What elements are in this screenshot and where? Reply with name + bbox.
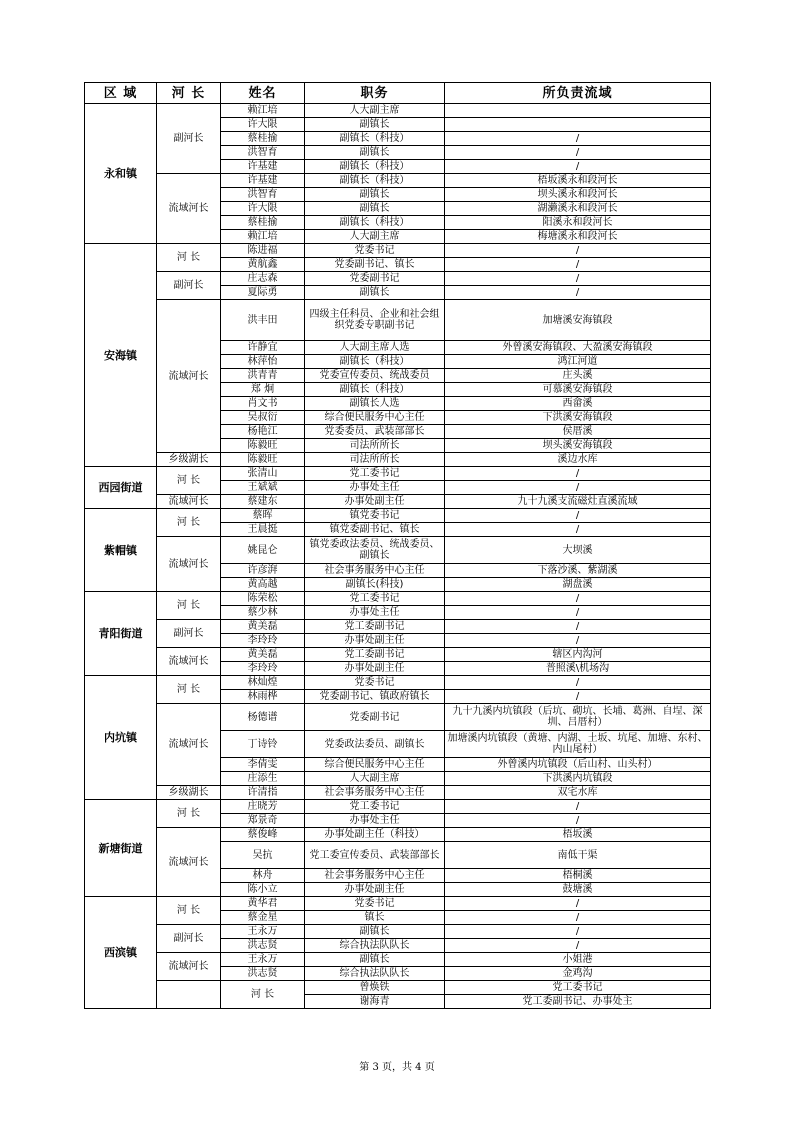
watershed-cell: 大坝溪 [445,537,711,564]
chief-type-cell: 副河长 [157,620,221,648]
chief-type-cell: 流域河长 [157,537,221,592]
watershed-cell: 九十九溪支流磁灶直溪流域 [445,495,711,509]
region-cell: 紫帽镇 [85,509,157,592]
position-cell: 办事处副主任 [305,495,445,509]
chief-type-cell: 河 长 [157,897,221,925]
position-cell: 党委副书记 [305,704,445,731]
name-cell: 王晨挺 [221,523,305,537]
chief-type-cell: 河 长 [157,244,221,272]
position-cell: 党委政法委员、副镇长 [305,731,445,758]
name-cell: 许静宜 [221,341,305,355]
table-row [85,676,711,690]
name-cell: 吴叔衍 [221,411,305,425]
name-cell: 陈毅旺 [221,439,305,453]
chief-type-cell: 流域河长 [157,300,221,453]
chief-type-cell: 河 长 [157,800,221,828]
name-cell: 许彦湃 [221,564,305,578]
watershed-cell: 湖濑溪永和段河长 [445,202,711,216]
watershed-cell: 梅塘溪永和段河长 [445,230,711,244]
chief-type-cell: 流域河长 [157,704,221,786]
table-row [85,648,711,662]
table-row [85,800,711,814]
name-cell: 庄晓芳 [221,800,305,814]
watershed-cell: / [445,523,711,537]
chief-type-cell: 乡级湖长 [157,453,221,467]
name-cell: 杨德谱 [221,704,305,731]
chief-type-cell: 河 长 [157,676,221,704]
watershed-cell: 九十九溪内坑镇段（后坑、砌坑、长埔、葛洲、自埕、深圳、吕厝村） [445,704,711,731]
watershed-cell: 加塘溪安海镇段 [445,300,711,341]
name-cell: 陈进福 [221,244,305,258]
region-cell: 西园街道 [85,467,157,509]
watershed-cell: 加塘溪内坑镇段（黄塘、内湖、土坂、坑尾、加塘、东村、内山尾村） [445,731,711,758]
name-cell: 蔡建东 [221,495,305,509]
name-cell: 谢海青 [305,995,445,1009]
header-name: 姓名 [221,83,305,104]
watershed-cell: / [445,800,711,814]
watershed-cell [445,104,711,118]
watershed-cell: / [445,634,711,648]
header-chief-type: 河 长 [157,83,221,104]
name-cell: 黄航鑫 [221,258,305,272]
watershed-cell: 南低干渠 [445,842,711,869]
watershed-cell: / [445,676,711,690]
name-cell: 曾焕铁 [305,981,445,995]
position-cell: 副镇长 [305,188,445,202]
position-cell: 社会事务服务中心主任 [305,786,445,800]
position-cell: 党工委书记 [305,800,445,814]
position-cell: 副镇长（科技） [305,383,445,397]
position-cell: 党工委副书记 [305,648,445,662]
name-cell: 洪志贤 [221,939,305,953]
name-cell: 蔡俊峰 [221,828,305,842]
position-cell: 办事处主任 [305,481,445,495]
position-cell: 镇党委副书记、镇长 [305,523,445,537]
table-row [85,620,711,634]
table-row [85,174,711,188]
position-cell: 党工委书记 [445,981,711,995]
name-cell: 许基建 [221,160,305,174]
position-cell: 党工委副书记、办事处主 [445,995,711,1009]
position-cell: 人大副主席 [305,230,445,244]
name-cell: 许基建 [221,174,305,188]
name-cell: 洪智育 [221,146,305,160]
table-row [85,495,711,509]
watershed-cell: 下洪溪安海镇段 [445,411,711,425]
position-cell: 党委副书记 [305,272,445,286]
chief-type-cell: 流域河长 [157,495,221,509]
chief-type-cell: 副河长 [157,925,221,953]
position-cell: 党委委员、武装部部长 [305,425,445,439]
position-cell: 四级主任科员、企业和社会组织党委专职副书记 [305,300,445,341]
watershed-cell: 西畲溪 [445,397,711,411]
table-row [85,453,711,467]
position-cell: 党工委宣传委员、武装部部长 [305,842,445,869]
position-cell: 人大副主席人选 [305,341,445,355]
name-cell: 蔡金星 [221,911,305,925]
position-cell: 副镇长 [305,286,445,300]
watershed-cell: / [445,160,711,174]
position-cell: 办事处副主任 [305,662,445,676]
chief-type-cell: 副河长 [157,104,221,174]
watershed-cell: 梧坂溪 [445,828,711,842]
chief-type-cell: 流域河长 [157,648,221,676]
name-cell: 姚昆仑 [221,537,305,564]
region-cell: 新塘街道 [85,800,157,897]
name-cell: 陈荣松 [221,592,305,606]
header-position: 职务 [305,83,445,104]
name-cell: 庄志森 [221,272,305,286]
name-cell: 黄美磊 [221,648,305,662]
watershed-cell: 梧桐溪 [445,869,711,883]
watershed-cell: / [445,132,711,146]
name-cell: 李倩雯 [221,758,305,772]
watershed-cell: / [445,467,711,481]
chief-type-cell: 河 长 [157,509,221,537]
name-cell: 吴抗 [221,842,305,869]
region-cell: 青阳街道 [85,592,157,676]
page-footer: 第 3 页，共 4 页 [359,1062,435,1073]
position-cell: 综合便民服务中心主任 [305,758,445,772]
watershed-cell: 普照溪\机场沟 [445,662,711,676]
watershed-cell: 庄头溪 [445,369,711,383]
position-cell: 副镇长（科技） [305,216,445,230]
position-cell: 副镇长 [305,953,445,967]
watershed-cell: / [445,897,711,911]
name-cell: 许大限 [221,118,305,132]
position-cell: 党委书记 [305,244,445,258]
position-cell: 办事处主任 [305,606,445,620]
position-cell: 副镇长人选 [305,397,445,411]
watershed-cell: / [445,620,711,634]
watershed-cell: / [445,509,711,523]
position-cell: 党委副书记、镇政府镇长 [305,690,445,704]
name-cell: 洪志贤 [221,967,305,981]
name-cell: 蔡桂揄 [221,132,305,146]
name-cell: 蔡晖 [221,509,305,523]
watershed-cell: / [445,690,711,704]
watershed-cell: 鼓塘溪 [445,883,711,897]
watershed-cell: 下洪溪内坑镇段 [445,772,711,786]
chief-type-cell: 乡级湖长 [157,786,221,800]
watershed-cell: 溪边水库 [445,453,711,467]
position-cell: 党工委书记 [305,592,445,606]
name-cell: 林舟 [221,869,305,883]
chief-type-cell: 副河长 [157,272,221,300]
chief-type-cell: 河 长 [157,467,221,495]
name-cell: 李玲玲 [221,634,305,648]
chief-type-cell: 流域河长 [157,174,221,244]
name-cell: 林灿煌 [221,676,305,690]
position-cell: 社会事务服务中心主任 [305,869,445,883]
position-cell: 党委副书记、镇长 [305,258,445,272]
position-cell: 办事处副主任 [305,634,445,648]
position-cell: 社会事务服务中心主任 [305,564,445,578]
name-cell: 林萍怡 [221,355,305,369]
name-cell: 黄高越 [221,578,305,592]
watershed-cell: / [445,925,711,939]
watershed-cell: / [445,592,711,606]
position-cell: 司法所所长 [305,439,445,453]
position-cell: 党委书记 [305,897,445,911]
position-cell: 副镇长 [305,925,445,939]
name-cell: 杨艳江 [221,425,305,439]
position-cell: 副镇长（科技） [305,174,445,188]
position-cell: 人大副主席 [305,772,445,786]
name-cell: 赖江培 [221,230,305,244]
position-cell: 副镇长（科技） [305,160,445,174]
name-cell: 李玲玲 [221,662,305,676]
position-cell: 副镇长 [305,146,445,160]
position-cell: 镇党委书记 [305,509,445,523]
watershed-cell: / [445,939,711,953]
table-row [85,953,711,967]
watershed-cell [445,118,711,132]
name-cell: 林雨桦 [221,690,305,704]
watershed-cell: / [445,258,711,272]
watershed-cell: 辖区内沟河 [445,648,711,662]
position-cell: 综合执法队队长 [305,967,445,981]
header-watershed: 所负责流域 [445,83,711,104]
position-cell: 办事处副主任 [305,883,445,897]
table-body [85,104,711,1009]
position-cell: 副镇长(科技) [305,578,445,592]
chief-type-cell: 流域河长 [157,828,221,897]
position-cell: 副镇长（科技） [305,132,445,146]
region-cell: 安海镇 [85,244,157,467]
watershed-cell: 坝头溪永和段河长 [445,188,711,202]
name-cell: 黄华君 [221,897,305,911]
name-cell: 蔡桂揄 [221,216,305,230]
position-cell: 副镇长（科技） [305,355,445,369]
table-row [85,244,711,258]
table-row [85,828,711,842]
position-cell: 副镇长 [305,118,445,132]
position-cell: 副镇长 [305,202,445,216]
watershed-cell: 双宅水库 [445,786,711,800]
watershed-cell: 阳溪永和段河长 [445,216,711,230]
table-row [85,925,711,939]
name-cell: 陈小立 [221,883,305,897]
region-cell [157,981,221,1009]
position-cell: 镇长 [305,911,445,925]
watershed-cell: / [445,286,711,300]
chief-type-cell: 河 长 [157,592,221,620]
region-cell: 永和镇 [85,104,157,244]
region-cell: 西滨镇 [85,897,157,1009]
position-cell: 综合便民服务中心主任 [305,411,445,425]
watershed-cell: / [445,146,711,160]
position-cell: 镇党委政法委员、统战委员、副镇长 [305,537,445,564]
name-cell: 洪丰田 [221,300,305,341]
position-cell: 办事处主任 [305,814,445,828]
watershed-cell: 外曾溪内坑镇段（后山村、山头村） [445,758,711,772]
watershed-cell: / [445,814,711,828]
position-cell: 办事处副主任（科技） [305,828,445,842]
chief-type-cell: 河 长 [221,981,305,1009]
position-cell: 党工委副书记 [305,620,445,634]
chief-type-cell: 流域河长 [157,953,221,981]
watershed-cell: 小姐港 [445,953,711,967]
watershed-cell: 外曾溪安海镇段、大盈溪安海镇段 [445,341,711,355]
table-row [85,467,711,481]
watershed-cell: 湖盘溪 [445,578,711,592]
name-cell: 张清山 [221,467,305,481]
name-cell: 洪智育 [221,188,305,202]
table-row [85,272,711,286]
name-cell: 郑 炯 [221,383,305,397]
watershed-cell: / [445,911,711,925]
name-cell: 蔡少林 [221,606,305,620]
name-cell: 赖江培 [221,104,305,118]
table-row [85,704,711,731]
name-cell: 许大限 [221,202,305,216]
position-cell: 党委宣传委员、统战委员 [305,369,445,383]
name-cell: 陈毅旺 [221,453,305,467]
watershed-cell: / [445,244,711,258]
table-header-row [85,83,711,104]
position-cell: 党委书记 [305,676,445,690]
name-cell: 郑景奇 [221,814,305,828]
watershed-cell: 可慕溪安海镇段 [445,383,711,397]
name-cell: 肖文书 [221,397,305,411]
name-cell: 王永万 [221,953,305,967]
name-cell: 王斌斌 [221,481,305,495]
table-row [85,897,711,911]
table-row [85,981,711,995]
position-cell: 综合执法队队长 [305,939,445,953]
watershed-cell: 坝头溪安海镇段 [445,439,711,453]
name-cell: 丁诗铃 [221,731,305,758]
table-row [85,104,711,118]
name-cell: 夏际勇 [221,286,305,300]
watershed-cell: 下落沙溪、紫湖溪 [445,564,711,578]
table-row [85,509,711,523]
name-cell: 黄美磊 [221,620,305,634]
position-cell: 人大副主席 [305,104,445,118]
watershed-cell: / [445,272,711,286]
table-row [85,300,711,341]
watershed-cell: 侯厝溪 [445,425,711,439]
watershed-cell: 鸿江河道 [445,355,711,369]
header-region: 区 域 [85,83,157,104]
table-row [85,786,711,800]
region-cell: 内坑镇 [85,676,157,800]
watershed-cell: 梧坂溪永和段河长 [445,174,711,188]
table-row [85,592,711,606]
river-chief-table [84,82,711,1009]
position-cell: 党工委书记 [305,467,445,481]
position-cell: 司法所所长 [305,453,445,467]
name-cell: 王永万 [221,925,305,939]
watershed-cell: 金鸡沟 [445,967,711,981]
table-row [85,537,711,564]
name-cell: 许清指 [221,786,305,800]
name-cell: 洪青青 [221,369,305,383]
watershed-cell: / [445,481,711,495]
watershed-cell: / [445,606,711,620]
name-cell: 庄添生 [221,772,305,786]
